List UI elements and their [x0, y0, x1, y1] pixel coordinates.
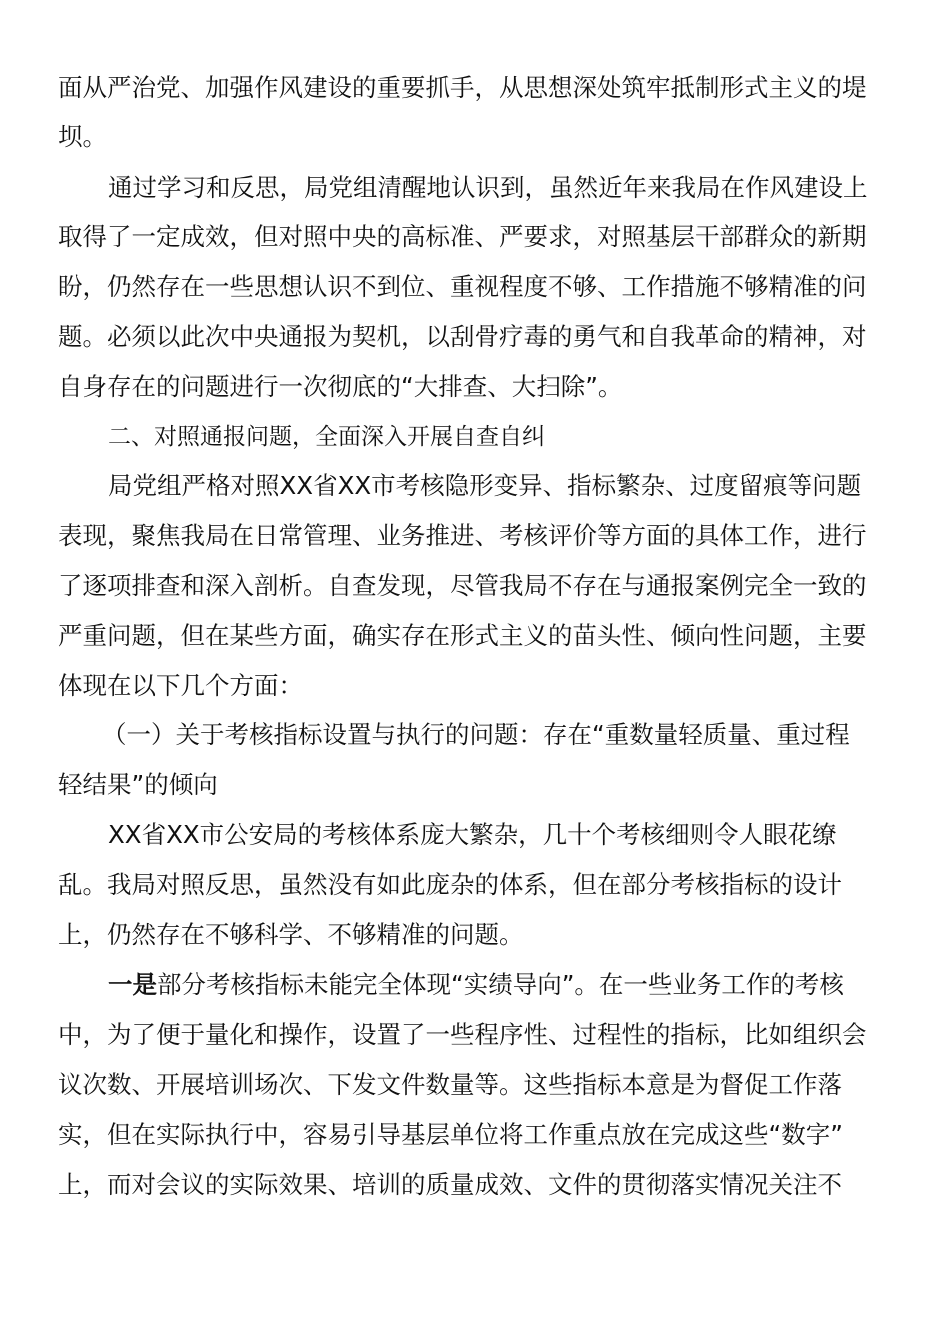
paragraph-text: 部分考核指标未能完全体现“实绩导向”。在一些业务工作的考核	[157, 970, 844, 999]
subsection-heading: （一）关于考核指标设置与执行的问题：存在“重数量轻质量、重过程	[102, 720, 850, 749]
paragraph-line: 上，仍然存在不够科学、不够精准的问题。	[58, 920, 524, 949]
paragraph-line: 局党组严格对照XX省XX市考核隐形变异、指标繁杂、过度留痕等问题	[108, 471, 862, 500]
paragraph-line: 议次数、开展培训场次、下发文件数量等。这些指标本意是为督促工作落	[58, 1070, 842, 1099]
paragraph-line: 面从严治党、加强作风建设的重要抓手，从思想深处筑牢抵制形式主义的堤	[58, 73, 867, 102]
subsection-heading-continued: 轻结果”的倾向	[58, 770, 218, 799]
paragraph-line: 上，而对会议的实际效果、培训的质量成效、文件的贯彻落实情况关注不	[58, 1170, 842, 1199]
paragraph-line: 盼，仍然存在一些思想认识不到位、重视程度不够、工作措施不够精准的问	[58, 272, 867, 301]
paragraph-line: 取得了一定成效，但对照中央的高标准、严要求，对照基层干部群众的新期	[58, 222, 867, 251]
paragraph-line: 了逐项排查和深入剖析。自查发现，尽管我局不存在与通报案例完全一致的	[58, 571, 867, 600]
paragraph-line	[108, 969, 844, 1001]
paragraph-line: 实，但在实际执行中，容易引导基层单位将工作重点放在完成这些“数字”	[58, 1120, 843, 1149]
paragraph-line: 中，为了便于量化和操作，设置了一些程序性、过程性的指标，比如组织会	[58, 1020, 867, 1049]
paragraph-line: 严重问题，但在某些方面，确实存在形式主义的苗头性、倾向性问题，主要	[58, 621, 867, 650]
paragraph-line: 表现，聚焦我局在日常管理、业务推进、考核评价等方面的具体工作，进行	[58, 521, 867, 550]
paragraph-line: 坝。	[58, 122, 107, 151]
section-heading: 二、对照通报问题，全面深入开展自查自纠	[108, 424, 545, 450]
paragraph-line: 体现在以下几个方面：	[58, 671, 303, 700]
paragraph-line: XX省XX市公安局的考核体系庞大繁杂，几十个考核细则令人眼花缭	[108, 820, 837, 849]
paragraph-line: 乱。我局对照反思，虽然没有如此庞杂的体系，但在部分考核指标的设计	[58, 870, 842, 899]
paragraph-line: 通过学习和反思，局党组清醒地认识到，虽然近年来我局在作风建设上	[108, 173, 868, 202]
paragraph-line: 题。必须以此次中央通报为契机，以刮骨疗毒的勇气和自我革命的精神，对	[58, 322, 867, 351]
paragraph-line: 自身存在的问题进行一次彻底的“大排查、大扫除”。	[58, 372, 623, 401]
lead-phrase: 一是	[108, 970, 157, 999]
